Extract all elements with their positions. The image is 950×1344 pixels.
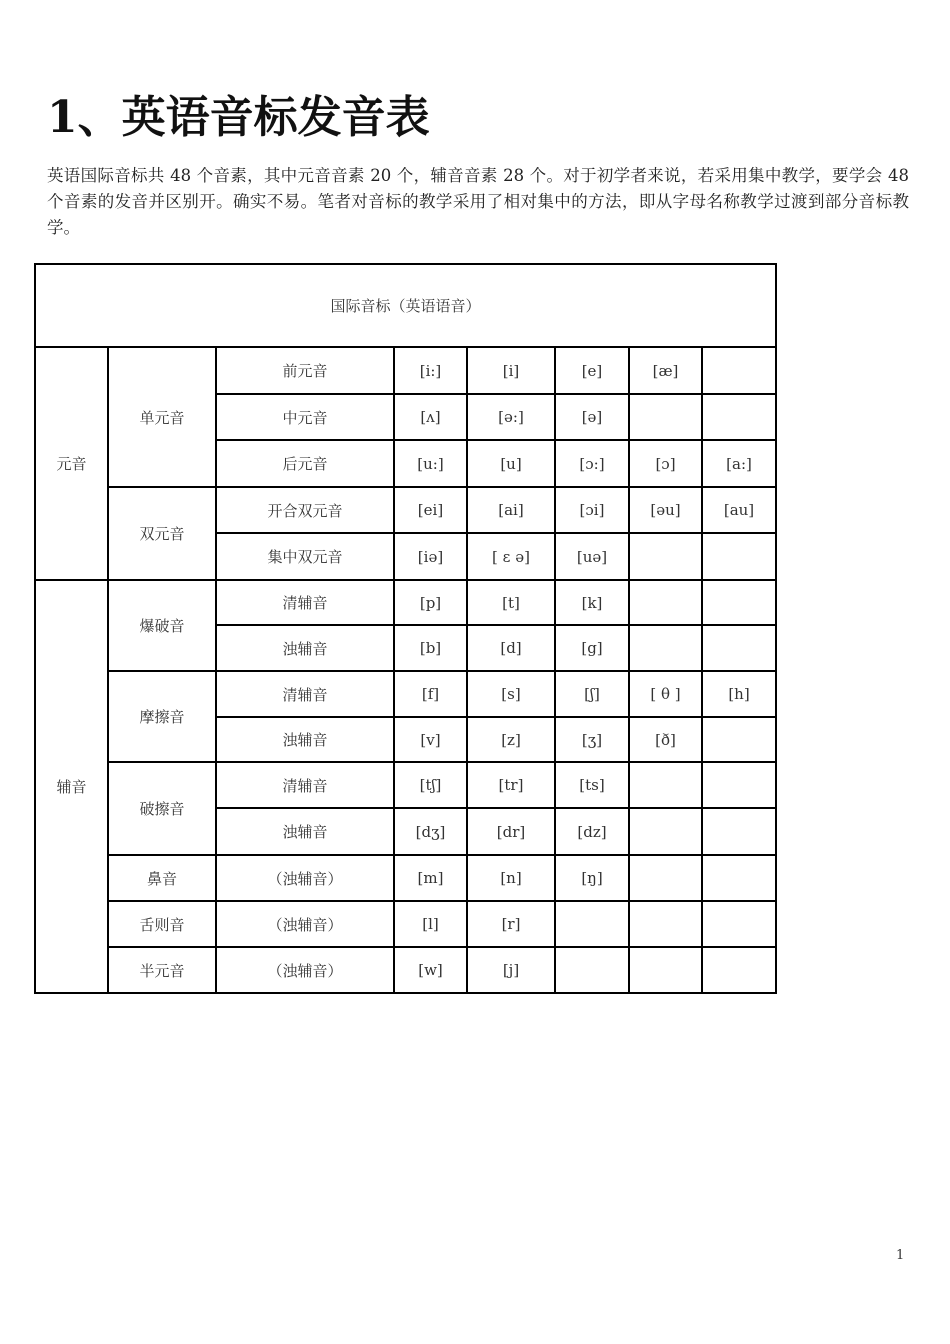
symbol-cell: [w] [394, 947, 467, 993]
symbol-cell: [ʃ] [555, 671, 629, 717]
subtype-voiced: 浊辅音 [216, 717, 394, 762]
symbol-cell: [ŋ] [555, 855, 629, 901]
subtype-voiced-note: （浊辅音） [216, 901, 394, 947]
symbol-cell: [j] [467, 947, 555, 993]
subtype-back-vowel: 后元音 [216, 440, 394, 487]
symbol-cell [629, 901, 702, 947]
subtype-voiceless: 清辅音 [216, 671, 394, 717]
group-affricate: 破擦音 [108, 762, 216, 855]
symbol-cell [629, 762, 702, 808]
group-lateral: 舌则音 [108, 901, 216, 947]
symbol-cell [629, 808, 702, 855]
symbol-cell: [ai] [467, 487, 555, 533]
symbol-cell [629, 947, 702, 993]
symbol-cell: [z] [467, 717, 555, 762]
subtype-voiced: 浊辅音 [216, 625, 394, 671]
symbol-cell: [tʃ] [394, 762, 467, 808]
symbol-cell: [a:] [702, 440, 776, 487]
symbol-cell [702, 533, 776, 580]
document-title: 1、英语音标发音表 [47, 92, 430, 143]
intro-paragraph: 英语国际音标共 48 个音素，其中元音音素 20 个，辅音音素 28 个。对于初学者来说，若采用集中教学，要学会 48 个音素的发音并区别开。确实不易。笔者对音标的教学采用了相对集中的方法，即从字母名称教学过渡到部分音标教学。 [47, 166, 909, 237]
subtype-front-vowel: 前元音 [216, 347, 394, 394]
symbol-cell: [dʒ] [394, 808, 467, 855]
symbol-cell: [p] [394, 580, 467, 625]
symbol-cell: [tr] [467, 762, 555, 808]
symbol-cell [629, 533, 702, 580]
group-nasal: 鼻音 [108, 855, 216, 901]
symbol-cell [629, 394, 702, 440]
symbol-cell: [e] [555, 347, 629, 394]
symbol-cell: [i:] [394, 347, 467, 394]
symbol-cell: [i] [467, 347, 555, 394]
ipa-table [34, 263, 777, 994]
symbol-cell: [ə:] [467, 394, 555, 440]
symbol-cell: [əu] [629, 487, 702, 533]
subtype-voiced-note: （浊辅音） [216, 947, 394, 993]
symbol-cell [702, 347, 776, 394]
symbol-cell: [ʌ] [394, 394, 467, 440]
symbol-cell: [ts] [555, 762, 629, 808]
symbol-cell [702, 762, 776, 808]
symbol-cell: [d] [467, 625, 555, 671]
symbol-cell: [ei] [394, 487, 467, 533]
symbol-cell [702, 947, 776, 993]
symbol-cell: [ɔi] [555, 487, 629, 533]
group-diphthong: 双元音 [108, 487, 216, 580]
group-semivowel: 半元音 [108, 947, 216, 993]
symbol-cell [629, 625, 702, 671]
subtype-voiceless: 清辅音 [216, 580, 394, 625]
symbol-cell: [u] [467, 440, 555, 487]
symbol-cell: [ ɛ ə] [467, 533, 555, 580]
symbol-cell: [v] [394, 717, 467, 762]
symbol-cell [555, 901, 629, 947]
page-number: 1 [896, 1248, 905, 1263]
group-fricative: 摩擦音 [108, 671, 216, 762]
symbol-cell [629, 855, 702, 901]
symbol-cell: [ə] [555, 394, 629, 440]
symbol-cell [702, 717, 776, 762]
symbol-cell: [ð] [629, 717, 702, 762]
subtype-voiced: 浊辅音 [216, 808, 394, 855]
symbol-cell [702, 580, 776, 625]
group-monophthong: 单元音 [108, 347, 216, 487]
symbol-cell: [l] [394, 901, 467, 947]
symbol-cell: [f] [394, 671, 467, 717]
symbol-cell: [u:] [394, 440, 467, 487]
symbol-cell: [n] [467, 855, 555, 901]
symbol-cell: [m] [394, 855, 467, 901]
symbol-cell: [ɔ] [629, 440, 702, 487]
symbol-cell: [ θ ] [629, 671, 702, 717]
group-plosive: 爆破音 [108, 580, 216, 671]
symbol-cell: [b] [394, 625, 467, 671]
subtype-closing-diphthong: 开合双元音 [216, 487, 394, 533]
symbol-cell: [dr] [467, 808, 555, 855]
symbol-cell: [g] [555, 625, 629, 671]
category-vowel: 元音 [35, 347, 108, 580]
symbol-cell: [ɔ:] [555, 440, 629, 487]
subtype-central-vowel: 中元音 [216, 394, 394, 440]
subtype-centering-diphthong: 集中双元音 [216, 533, 394, 580]
symbol-cell: [ʒ] [555, 717, 629, 762]
symbol-cell [702, 901, 776, 947]
subtype-voiceless: 清辅音 [216, 762, 394, 808]
symbol-cell: [s] [467, 671, 555, 717]
symbol-cell: [t] [467, 580, 555, 625]
symbol-cell: [dz] [555, 808, 629, 855]
symbol-cell: [r] [467, 901, 555, 947]
symbol-cell [702, 808, 776, 855]
subtype-voiced-note: （浊辅音） [216, 855, 394, 901]
symbol-cell [629, 580, 702, 625]
category-consonant: 辅音 [35, 580, 108, 993]
symbol-cell: [k] [555, 580, 629, 625]
symbol-cell: [h] [702, 671, 776, 717]
symbol-cell: [uə] [555, 533, 629, 580]
symbol-cell [555, 947, 629, 993]
table-header: 国际音标（英语语音） [35, 264, 776, 347]
symbol-cell: [au] [702, 487, 776, 533]
symbol-cell [702, 855, 776, 901]
symbol-cell [702, 394, 776, 440]
symbol-cell [702, 625, 776, 671]
symbol-cell: [iə] [394, 533, 467, 580]
symbol-cell: [æ] [629, 347, 702, 394]
